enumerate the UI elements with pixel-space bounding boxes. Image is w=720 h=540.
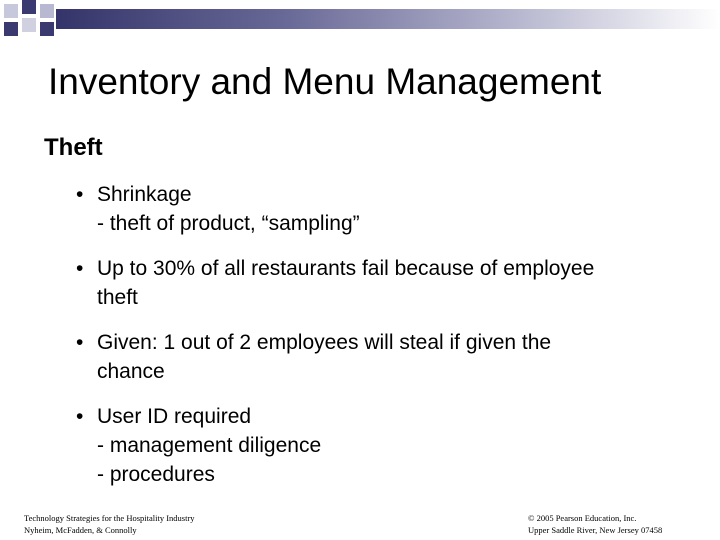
bullet-item <box>74 254 694 312</box>
bullet-list <box>74 180 694 505</box>
bullet-text: theft <box>97 286 138 309</box>
banner-square <box>22 18 36 32</box>
footer-authors: Nyheim, McFadden, & Connolly <box>24 525 137 535</box>
footer-right <box>528 512 662 536</box>
footer-left <box>24 512 195 536</box>
bullet-item <box>74 402 694 489</box>
bullet-subtext: - procedures <box>97 463 215 486</box>
footer-copyright: © 2005 Pearson Education, Inc. <box>528 513 637 523</box>
bullet-icon: • <box>76 331 84 354</box>
banner-square <box>4 22 18 36</box>
bullet-subtext: - management diligence <box>97 434 322 457</box>
footer-address: Upper Saddle River, New Jersey 07458 <box>528 525 663 535</box>
bullet-icon: • <box>76 405 84 428</box>
banner-gradient-bar <box>56 9 720 29</box>
section-heading: Theft <box>44 134 103 161</box>
banner-square <box>40 4 54 18</box>
decorative-banner <box>0 0 720 40</box>
banner-square <box>40 22 54 36</box>
bullet-item <box>74 328 694 386</box>
bullet-text: Up to 30% of all restaurants fail because of employee <box>97 257 595 280</box>
bullet-subtext: - theft of product, “sampling” <box>97 212 360 235</box>
bullet-icon: • <box>76 183 84 206</box>
banner-square <box>4 4 18 18</box>
bullet-item <box>74 180 694 238</box>
bullet-text: Shrinkage <box>97 183 192 206</box>
bullet-icon: • <box>76 257 84 280</box>
bullet-text: Given: 1 out of 2 employees will steal if given the <box>97 331 552 354</box>
bullet-text: User ID required <box>97 405 252 428</box>
footer-book-title: Technology Strategies for the Hospitality Industry <box>24 513 195 523</box>
bullet-text: chance <box>97 360 165 383</box>
banner-square <box>22 0 36 14</box>
slide-title: Inventory and Menu Management <box>48 61 602 102</box>
